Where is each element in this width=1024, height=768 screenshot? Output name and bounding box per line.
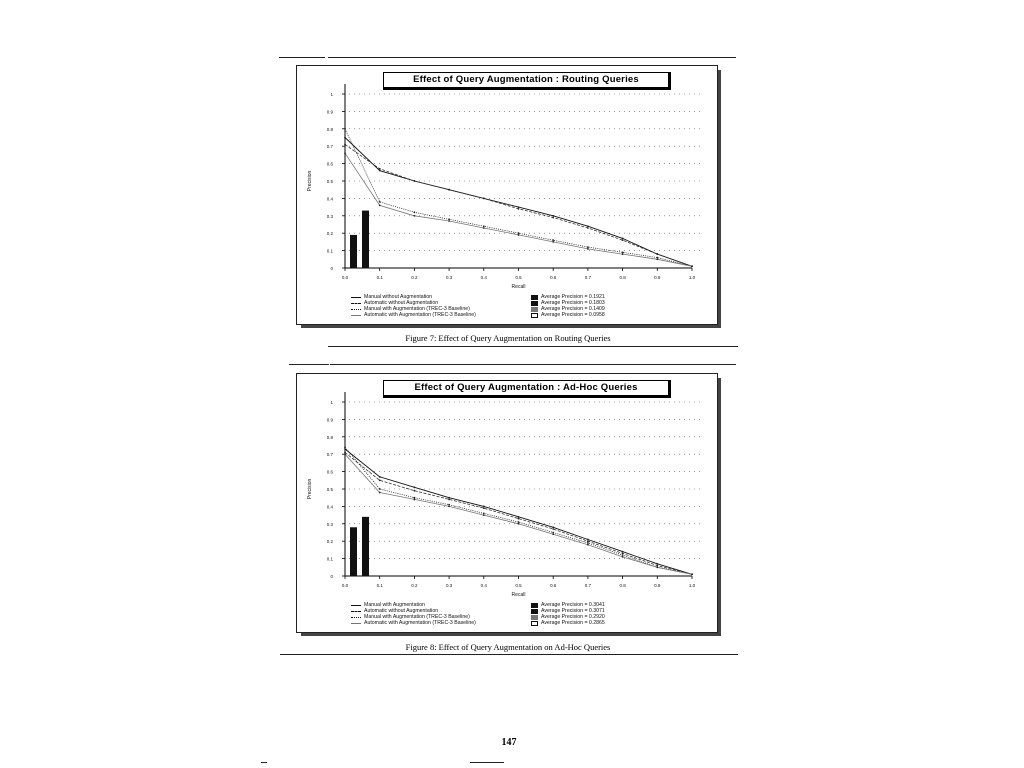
x-tick-label: 0.4 [480,275,487,280]
series-line [345,145,692,267]
data-point [552,215,554,217]
x-tick-label: 0.5 [515,583,522,588]
y-tick-label: 0.8 [326,434,333,440]
data-point [622,253,624,255]
data-point [518,521,520,523]
legend-label: Average Precision = 0.1803 [541,300,605,306]
x-tick-label: 0.6 [550,275,557,280]
x-tick-label: 0.1 [376,275,383,280]
data-point [552,528,554,530]
data-point [483,506,485,508]
legend-swatch [531,609,538,614]
x-tick-label: 0.2 [411,583,418,588]
rule-mid-1 [289,364,329,365]
series-line [345,449,692,574]
chart-routing [297,66,717,324]
data-point [656,563,658,565]
series-line [345,129,692,266]
data-point [587,225,589,227]
rule-bottom [470,762,504,763]
legend-label: Average Precision = 0.3041 [541,602,605,608]
y-tick-label: 0.9 [326,417,333,423]
data-point [552,241,554,243]
x-tick-label: 0.9 [654,275,661,280]
data-point [414,497,416,499]
data-point [518,516,520,518]
x-tick-label: 0.4 [480,583,487,588]
data-point [587,248,589,250]
legend-swatch [531,615,538,620]
data-point [483,227,485,229]
y-tick-label: 0.9 [326,109,333,115]
legend-swatch [351,309,361,310]
series-line [345,153,692,266]
x-tick-label: 1.0 [688,275,696,280]
legend-label: Average Precision = 0.0958 [541,312,605,318]
figure-7-caption: Figure 7: Effect of Query Augmentation on Routing Queries [405,333,611,343]
legend-label: Manual without Augmentation [364,294,433,300]
rule-mid-2 [330,364,736,365]
data-point [552,217,554,219]
bar [362,211,369,268]
data-point [622,552,624,554]
data-point [656,253,658,255]
data-point [379,476,381,478]
chart-adhoc [297,374,717,632]
data-point [483,514,485,516]
x-tick-label: 0.1 [376,583,383,588]
data-point [656,566,658,568]
data-point [587,542,589,544]
legend-label: Automatic with Augmentation (TREC-3 Baseline) [364,620,476,626]
data-point [622,554,624,556]
data-point [691,265,693,267]
data-point [518,234,520,236]
data-point [344,446,346,448]
y-tick-label: 0.7 [326,144,333,150]
figure-8-caption: Figure 8: Effect of Query Augmentation on Ad-Hoc Queries [405,642,611,652]
y-tick-label: 1 [330,92,333,97]
x-tick-label: 0.0 [341,583,349,588]
y-tick-label: 0.6 [326,161,333,167]
y-tick-label: 0.8 [326,126,333,132]
x-tick-label: 0.9 [654,583,661,588]
data-point [344,137,346,139]
legend-swatch [351,303,361,304]
y-tick-label: 0.1 [326,556,333,562]
legend-swatch [351,605,361,606]
chart-title: Effect of Query Augmentation : Ad-Hoc Queries [383,380,671,398]
data-point [379,201,381,203]
legend-label: Automatic without Augmentation [364,300,439,306]
y-axis-label: Precision [307,170,313,192]
y-tick-label: 0.5 [326,487,333,492]
figure-8-frame [296,373,718,633]
x-tick-label: 0.8 [619,583,626,588]
y-tick-label: 0 [330,266,333,271]
legend-item [351,620,476,626]
data-point [622,551,624,553]
chart-title: Effect of Query Augmentation : Routing Queries [383,72,671,90]
page-number: 147 [501,737,517,748]
x-axis-label: Recall [511,592,526,598]
legend-swatch [351,611,361,612]
data-point [656,257,658,259]
data-point [587,539,589,541]
data-point [448,218,450,220]
data-point [379,204,381,206]
legend-label: Automatic without Augmentation [364,608,439,614]
data-point [448,506,450,508]
data-point [344,128,346,130]
y-tick-label: 0.1 [326,248,333,254]
data-point [483,507,485,509]
data-point [622,239,624,241]
data-point [414,499,416,501]
y-axis-label: Precision [307,478,313,500]
y-tick-label: 0.7 [326,452,333,458]
legend-label: Average Precision = 0.2865 [541,620,605,626]
data-point [448,497,450,499]
data-point [622,556,624,558]
data-point [483,512,485,514]
data-point [587,227,589,229]
data-point [414,490,416,492]
x-tick-label: 0.2 [411,275,418,280]
data-point [552,526,554,528]
legend-right [531,294,605,318]
data-point [344,152,346,154]
bar [350,527,357,576]
data-point [344,452,346,454]
legend-label: Manual with Augmentation (TREC-3 Baseline) [364,306,470,312]
x-tick-label: 1.0 [688,583,696,588]
x-axis-label: Recall [511,284,526,290]
x-tick-label: 0.0 [341,275,349,280]
data-point [518,208,520,210]
x-tick-label: 0.3 [445,583,453,588]
data-point [518,232,520,234]
x-tick-label: 0.8 [619,275,626,280]
data-point [344,144,346,146]
data-point [587,544,589,546]
data-point [448,504,450,506]
legend-item [531,620,605,626]
legend-swatch [351,617,361,618]
data-point [622,238,624,240]
legend-label: Manual with Augmentation [364,602,425,608]
data-point [414,215,416,217]
x-tick-label: 0.7 [584,275,592,280]
legend-label: Average Precision = 0.1409 [541,306,605,312]
data-point [344,453,346,455]
x-tick-label: 0.3 [445,275,453,280]
series-line [345,447,692,574]
legend-label: Average Precision = 0.1921 [541,294,605,300]
data-point [518,518,520,520]
data-point [379,170,381,172]
legend-left [351,294,476,318]
legend-swatch [531,301,538,306]
data-point [379,168,381,170]
legend-swatch [531,295,538,300]
legend-item [531,312,605,318]
y-tick-label: 0.5 [326,179,333,184]
legend-swatch [531,307,538,312]
data-point [379,479,381,481]
rule-after-cap8 [280,654,738,655]
data-point [656,565,658,567]
y-tick-label: 0.4 [326,196,333,202]
legend-swatch [351,623,361,624]
data-point [518,523,520,525]
y-tick-label: 0.4 [326,504,333,510]
legend-left [351,602,476,626]
legend-right [531,602,605,626]
data-point [552,533,554,535]
bar [350,235,357,268]
legend-swatch [531,621,538,626]
figure-7-frame [296,65,718,325]
x-tick-label: 0.6 [550,583,557,588]
legend-label: Average Precision = 0.2920 [541,614,605,620]
data-point [656,258,658,260]
rule-top-1 [279,57,325,58]
data-point [587,540,589,542]
series-line [345,454,692,574]
legend-swatch [351,315,361,316]
y-tick-label: 0 [330,574,333,579]
legend-swatch [531,313,538,318]
data-point [622,251,624,253]
data-point [414,211,416,213]
x-tick-label: 0.5 [515,275,522,280]
series-line [345,453,692,575]
data-point [414,180,416,182]
data-point [344,448,346,450]
data-point [587,246,589,248]
y-tick-label: 0.3 [326,521,333,527]
rule-top-2 [328,57,736,58]
y-tick-label: 0.6 [326,469,333,475]
series-line [345,138,692,267]
rule-bottom-left [261,762,267,763]
rule-after-cap7 [328,346,738,347]
data-point [379,492,381,494]
legend-swatch [531,603,538,608]
y-tick-label: 0.2 [326,539,333,545]
y-tick-label: 1 [330,400,333,405]
data-point [414,486,416,488]
legend-item [351,312,476,318]
bar [362,517,369,576]
y-tick-label: 0.3 [326,213,333,219]
data-point [691,573,693,575]
data-point [483,225,485,227]
legend-label: Automatic with Augmentation (TREC-3 Baseline) [364,312,476,318]
data-point [552,532,554,534]
x-tick-label: 0.7 [584,583,592,588]
legend-label: Average Precision = 0.3071 [541,608,605,614]
y-tick-label: 0.2 [326,231,333,237]
data-point [448,220,450,222]
legend-swatch [351,297,361,298]
data-point [448,499,450,501]
data-point [483,198,485,200]
data-point [518,206,520,208]
data-point [552,239,554,241]
legend-label: Manual with Augmentation (TREC-3 Baseline) [364,614,470,620]
data-point [379,488,381,490]
data-point [448,189,450,191]
